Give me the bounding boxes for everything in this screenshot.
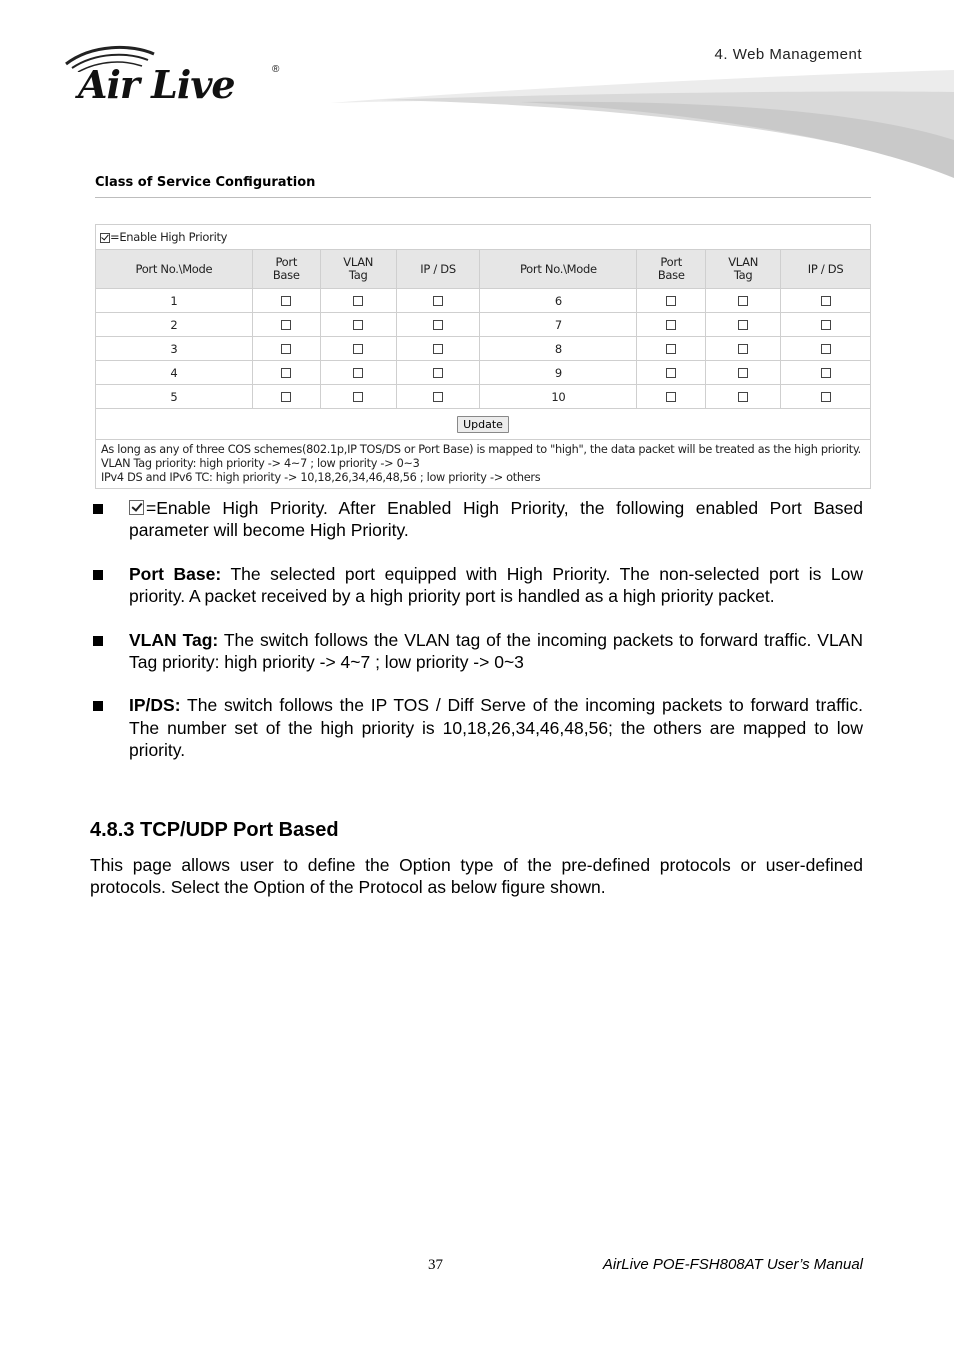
ip-ds-cell [396,361,480,385]
ip-ds-checkbox[interactable] [433,344,443,354]
logo-text: Air Live [78,62,235,107]
port-base-checkbox[interactable] [666,320,676,330]
cos-table [95,224,871,489]
port-base-cell [252,361,320,385]
cos-body [96,289,871,409]
update-button[interactable]: Update [457,416,509,433]
column-header-line: Port No.\Mode [519,261,597,276]
port-number: 1 [96,289,253,313]
table-row [96,289,871,313]
bullet-list [90,497,863,783]
ip-ds-cell [396,337,480,361]
bullet-square-icon [93,636,103,646]
vlan-tag-cell [706,337,781,361]
ip-ds-cell [781,337,871,361]
column-header-line: VLAN [343,255,374,269]
column-header [781,250,871,289]
logo-registered: ® [272,64,280,75]
port-base-checkbox[interactable] [281,392,291,402]
cos-title: Class of Service Configuration [95,175,316,190]
port-base-cell [252,313,320,337]
legend-checkbox-icon [100,233,110,243]
column-header [320,250,396,289]
cos-divider [95,197,871,198]
bullet-term: IP/DS: [129,695,181,716]
port-base-checkbox[interactable] [666,296,676,306]
bullet-text: The selected port equipped with High Priority. The non-selected port is Low priority. A packet received by a high priority port is handled as a high priority packet. [129,563,863,607]
ip-ds-checkbox[interactable] [821,320,831,330]
column-header-line: Tag [733,268,753,282]
note-line: As long as any of three COS schemes(802.1p,IP TOS/DS or Port Base) is mapped to "high", the data packet will be treated as the high priority. [101,443,861,456]
bullet-term: Port Base: [129,563,222,584]
bullet-square-icon [93,701,103,711]
ip-ds-cell [781,385,871,409]
cos-note-row [96,440,871,489]
port-number: 4 [96,361,253,385]
vlan-tag-checkbox[interactable] [738,344,748,354]
vlan-tag-checkbox[interactable] [353,320,363,330]
note-line: VLAN Tag priority: high priority -> 4~7 ; low priority -> 0~3 [101,457,420,470]
page-number: 37 [428,1257,443,1273]
column-header-line: Base [272,268,300,282]
port-base-cell [252,385,320,409]
vlan-tag-checkbox[interactable] [738,368,748,378]
bullet-square-icon [93,504,103,514]
note-line: IPv4 DS and IPv6 TC: high priority -> 10,18,26,34,46,48,56 ; low priority -> others [101,471,541,484]
vlan-tag-cell [320,385,396,409]
column-header-line: VLAN [728,255,759,269]
table-row [96,361,871,385]
port-base-cell [252,289,320,313]
port-number: 6 [480,289,637,313]
column-header-line: Port No.\Mode [135,261,213,276]
ip-ds-checkbox[interactable] [433,392,443,402]
ip-ds-cell [781,361,871,385]
ip-ds-cell [396,385,480,409]
port-base-checkbox[interactable] [281,320,291,330]
port-base-checkbox[interactable] [666,344,676,354]
column-header-line: Base [657,268,685,282]
column-header [706,250,781,289]
ip-ds-cell [396,313,480,337]
port-base-cell [252,337,320,361]
table-row [96,313,871,337]
vlan-tag-cell [706,313,781,337]
ip-ds-checkbox[interactable] [821,368,831,378]
vlan-tag-checkbox[interactable] [353,368,363,378]
ip-ds-checkbox[interactable] [821,392,831,402]
bullet-port-base [90,563,863,608]
section-body: This page allows user to define the Option type of the pre-defined protocols or user-defined protocols. Select the Option of the Protocol as below figure shown. [90,855,863,898]
table-row [96,337,871,361]
vlan-tag-checkbox[interactable] [738,296,748,306]
ip-ds-checkbox[interactable] [433,320,443,330]
chapter-heading: 4. Web Management [714,46,862,63]
bullet-text: The switch follows the IP TOS / Diff Serve of the incoming packets to forward traffic. The number set of the high priority is 10,18,26,34,46,48,56; the others are mapped to low priority. [129,695,863,761]
column-header [396,250,480,289]
vlan-tag-checkbox[interactable] [353,296,363,306]
ip-ds-cell [781,313,871,337]
port-base-checkbox[interactable] [281,296,291,306]
port-base-checkbox[interactable] [281,344,291,354]
ip-ds-checkbox[interactable] [821,344,831,354]
column-header [637,250,706,289]
vlan-tag-checkbox[interactable] [353,392,363,402]
checked-checkbox-icon [129,500,144,515]
bullet-text: The switch follows the VLAN tag of the incoming packets to forward traffic. VLAN Tag priority: high priority -> 4~7 ; low priority -> 0~3 [129,629,863,673]
bullet-text: =Enable High Priority. After Enabled High Priority, the following enabled Port Based parameter will become High Priority. [129,498,863,541]
vlan-tag-checkbox[interactable] [738,320,748,330]
ip-ds-cell [396,289,480,313]
ip-ds-checkbox[interactable] [433,296,443,306]
ip-ds-checkbox[interactable] [433,368,443,378]
vlan-tag-cell [320,361,396,385]
vlan-tag-cell [706,289,781,313]
cos-legend-row [96,225,871,250]
bullet-term: VLAN Tag: [129,629,219,650]
port-base-cell [637,385,706,409]
port-number: 5 [96,385,253,409]
vlan-tag-cell [320,289,396,313]
cos-update-row [96,409,871,440]
legend-label: =Enable High Priority [110,230,228,244]
table-row [96,385,871,409]
column-header-line: Tag [348,268,368,282]
manual-title: AirLive POE-FSH808AT User’s Manual [602,1256,863,1273]
vlan-tag-cell [320,313,396,337]
vlan-tag-checkbox[interactable] [738,392,748,402]
port-base-checkbox[interactable] [666,392,676,402]
port-number: 10 [480,385,637,409]
column-header-line: Port [660,255,683,269]
ip-ds-checkbox[interactable] [821,296,831,306]
bullet-enable-high-priority [90,497,863,542]
vlan-tag-cell [320,337,396,361]
column-header-line: IP / DS [807,261,844,276]
port-number: 8 [480,337,637,361]
port-base-checkbox[interactable] [666,368,676,378]
port-base-checkbox[interactable] [281,368,291,378]
column-header [252,250,320,289]
column-header-line: Port [275,255,298,269]
port-base-cell [637,313,706,337]
bullet-vlan-tag [90,629,863,674]
column-header [96,250,253,289]
port-number: 7 [480,313,637,337]
ip-ds-cell [781,289,871,313]
cos-header-row [96,250,871,289]
vlan-tag-checkbox[interactable] [353,344,363,354]
airlive-logo [62,42,292,112]
column-header-line: IP / DS [420,261,456,276]
bullet-square-icon [93,570,103,580]
section-title: 4.8.3 TCP/UDP Port Based [90,819,339,841]
port-base-cell [637,337,706,361]
port-base-cell [637,289,706,313]
vlan-tag-cell [706,385,781,409]
port-base-cell [637,361,706,385]
bullet-ip-ds [90,694,863,761]
column-header [480,250,637,289]
port-number: 2 [96,313,253,337]
port-number: 3 [96,337,253,361]
vlan-tag-cell [706,361,781,385]
port-number: 9 [480,361,637,385]
